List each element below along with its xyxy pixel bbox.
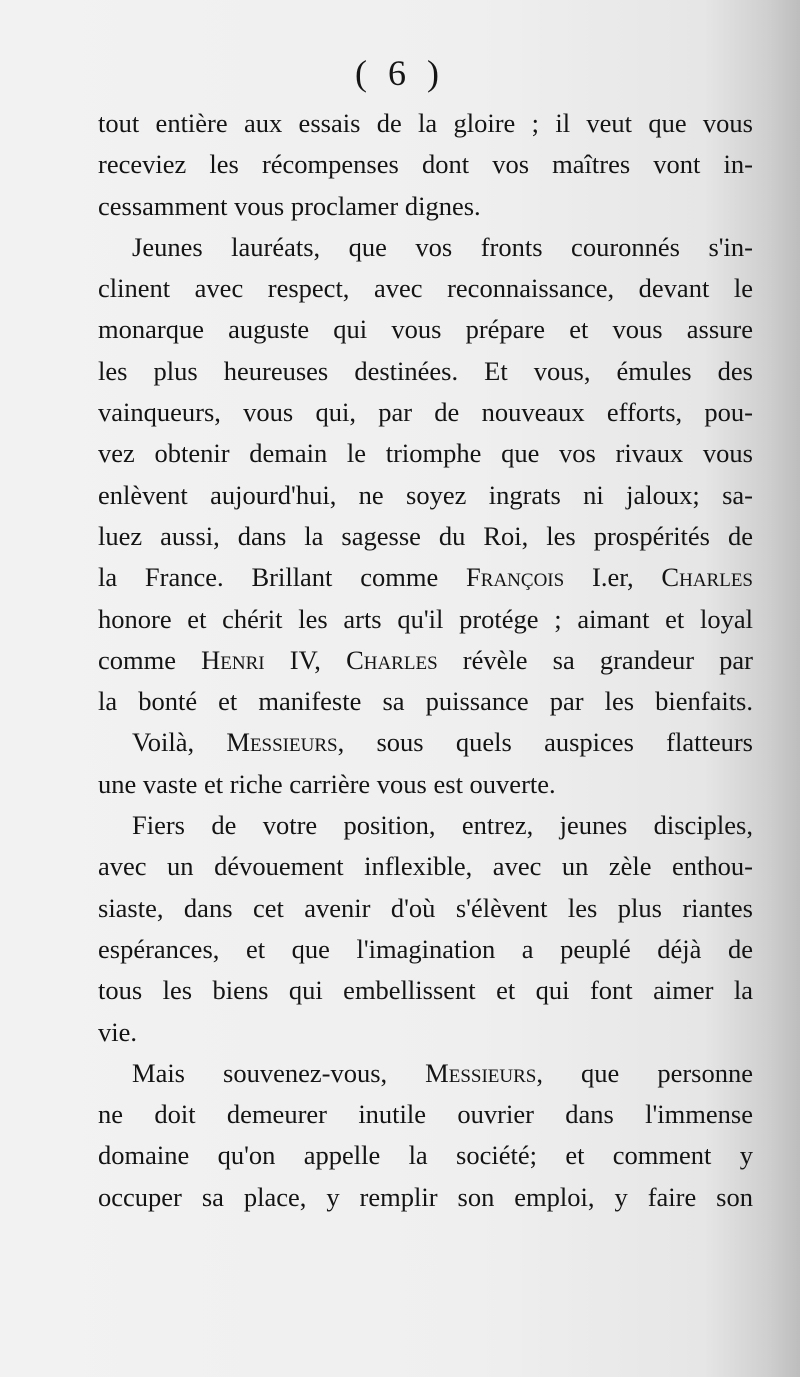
text-segment: vez obtenir demain le triomphe que vos rivaux vous (98, 438, 753, 469)
text-line (98, 929, 753, 970)
text-segment: avec un dévouement inflexible, avec un zèle enthou- (98, 851, 753, 882)
text-line (98, 392, 753, 433)
text-line (98, 888, 753, 929)
text-segment: cessamment vous proclamer dignes. (98, 190, 481, 221)
text-line (98, 186, 753, 227)
text-line (98, 268, 753, 309)
text-segment: IV, (264, 644, 347, 675)
small-caps-name: François (466, 562, 565, 593)
text-segment: comme (98, 644, 202, 675)
text-line (98, 475, 753, 516)
page-number: ( 6 ) (355, 53, 445, 93)
text-line (98, 846, 753, 887)
text-segment: Jeunes lauréats, que vos fronts couronnés s'in- (132, 231, 753, 262)
text-segment: honore et chérit les arts qu'il protége ; aimant et loyal (98, 603, 753, 634)
text-segment: révèle sa grandeur par (437, 644, 754, 675)
text-segment: Mais souvenez-vous, (132, 1057, 426, 1088)
text-segment: siaste, dans cet avenir d'où s'élèvent les plus riantes (98, 892, 753, 923)
text-segment: luez aussi, dans la sagesse du Roi, les prospérités de (98, 520, 753, 551)
text-line (98, 1012, 753, 1053)
text-segment: domaine qu'on appelle la société; et comment y (98, 1140, 753, 1171)
text-line (98, 681, 753, 722)
small-caps-name: Charles (661, 562, 753, 593)
text-segment: la France. Brillant comme (98, 562, 467, 593)
text-segment: I.er, (564, 562, 662, 593)
text-segment: enlèvent aujourd'hui, ne soyez ingrats ni jaloux; sa- (98, 479, 753, 510)
text-segment: la bonté et manifeste sa puissance par les bienfaits. (98, 686, 753, 717)
text-segment: une vaste et riche carrière vous est ouverte. (98, 768, 556, 799)
text-segment: , sous quels auspices flatteurs (337, 727, 753, 758)
text-line (98, 433, 753, 474)
text-line (98, 227, 753, 268)
text-line (98, 1094, 753, 1135)
text-line (98, 351, 753, 392)
text-segment: les plus heureuses destinées. Et vous, émules des (98, 355, 753, 386)
text-line (98, 805, 753, 846)
text-segment: monarque auguste qui vous prépare et vous assure (98, 314, 753, 345)
text-segment: receviez les récompenses dont vos maîtres vont in- (98, 149, 753, 180)
text-line (98, 144, 753, 185)
small-caps-name: Charles (346, 644, 438, 675)
text-segment: Voilà, (132, 727, 227, 758)
small-caps-name: Messieurs (425, 1057, 537, 1088)
text-line (98, 599, 753, 640)
text-segment: espérances, et que l'imagination a peuplé déjà de (98, 933, 753, 964)
text-line (98, 309, 753, 350)
small-caps-name: Messieurs (226, 727, 338, 758)
text-segment: Fiers de votre position, entrez, jeunes disciples, (132, 810, 753, 841)
text-line (98, 722, 753, 763)
text-segment: , que personne (536, 1057, 753, 1088)
text-line (98, 557, 753, 598)
text-segment: vie. (98, 1016, 137, 1047)
text-line (98, 103, 753, 144)
text-line (98, 764, 753, 805)
text-segment: tous les biens qui embellissent et qui font aimer la (98, 975, 753, 1006)
text-line (98, 1053, 753, 1094)
text-segment: ne doit demeurer inutile ouvrier dans l'immense (98, 1099, 753, 1130)
text-line (98, 970, 753, 1011)
text-line (98, 516, 753, 557)
text-segment: vainqueurs, vous qui, par de nouveaux efforts, pou- (98, 397, 753, 428)
text-line (98, 1135, 753, 1176)
text-segment: tout entière aux essais de la gloire ; il veut que vous (98, 108, 753, 138)
text-segment: occuper sa place, y remplir son emploi, y faire son (98, 1181, 753, 1212)
text-line (98, 1177, 753, 1218)
text-segment: clinent avec respect, avec reconnaissance, devant le (98, 273, 753, 304)
body-text (98, 103, 753, 1218)
small-caps-name: Henri (201, 644, 265, 675)
text-line (98, 640, 753, 681)
